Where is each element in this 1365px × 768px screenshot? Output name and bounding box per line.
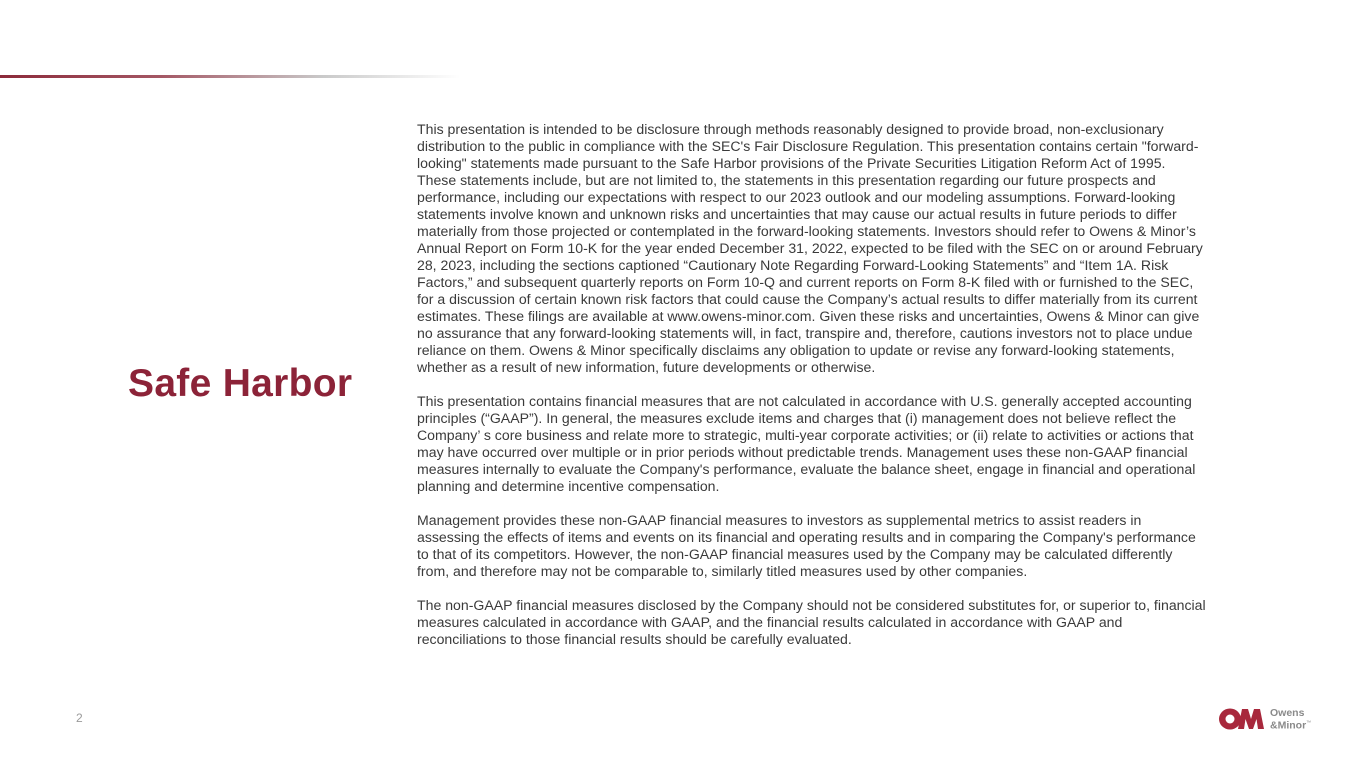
page-number: 2 [76,711,83,725]
paragraph-non-gaap-purpose: Management provides these non-GAAP financial measures to investors as supplemental metrics to assist readers in assessing the effects of items and events on its financial and operating results and in comparing the Company's performance to that of its competitors. However, the non-GAAP financial measures used by the Company may be calculated differently from, and therefore may not be comparable to, similarly titled measures used by other companies. [417,512,1196,579]
disclaimer-body [417,121,1207,665]
slide-title: Safe Harbor [128,362,353,405]
om-logo-mark-icon [1218,707,1268,731]
paragraph-non-gaap-caution: The non-GAAP financial measures disclosed by the Company should not be considered substitutes for, or superior to, financial measures calculated in accordance with GAAP, and the financial results calculated in accordance with GAAP and reconciliations to those financial results should be carefully evaluated. [417,597,1206,647]
header-divider-line [0,75,460,78]
paragraph-forward-looking: This presentation is intended to be disclosure through methods reasonably designed to provide broad, non-exclusionary distribution to the public in compliance with the SEC's Fair Disclosure Regulation. This presentation contains certain "forward-looking" statements made pursuant to the Safe Harbor provisions of the Private Securities Litigation Reform Act of 1995. These statements include, but are not limited to, the statements in this presentation regarding our future prospects and performance, including our expectations with respect to our 2023 outlook and our modeling assumptions. Forward-looking statements involve known and unknown risks and uncertainties that may cause our actual results in future periods to differ materially from those projected or contemplated in the forward-looking statements. Investors should refer to Owens & Minor’s Annual Report on Form 10-K for the year ended December 31, 2022, expected to be filed with the SEC on or around February 28, 2023, including the sections captioned “Cautionary Note Regarding Forward-Looking Statements” and “Item 1A. Risk Factors,” and subsequent quarterly reports on Form 10-Q and current reports on Form 8-K filed with or furnished to the SEC, for a discussion of certain known risk factors that could cause the Company’s actual results to differ materially from its current estimates. These filings are available at www.owens-minor.com. Given these risks and uncertainties, Owens & Minor can give no assurance that any forward-looking statements will, in fact, transpire and, therefore, cautions investors not to place undue reliance on them. Owens & Minor specifically disclaims any obligation to update or revise any forward-looking statements, whether as a result of new information, future developments or otherwise. [417,121,1203,375]
trademark-symbol: ™ [1306,719,1312,726]
logo-line-minor: &Minor™ [1270,719,1312,732]
logo-line-owens: Owens [1270,706,1305,719]
paragraph-non-gaap-definition: This presentation contains financial measures that are not calculated in accordance with U.S. generally accepted accounting principles (“GAAP”). In general, the measures exclude items and charges that (i) management does not believe reflect the Company’ s core business and relate more to strategic, multi-year corporate activities; or (ii) relate to activities or actions that may have occurred over multiple or in prior periods without predictable trends. Management uses these non-GAAP financial measures internally to evaluate the Company's performance, evaluate the balance sheet, engage in financial and operational planning and determine incentive compensation. [417,393,1196,494]
logo-wordmark [1270,708,1311,731]
owens-minor-logo [1218,706,1311,732]
